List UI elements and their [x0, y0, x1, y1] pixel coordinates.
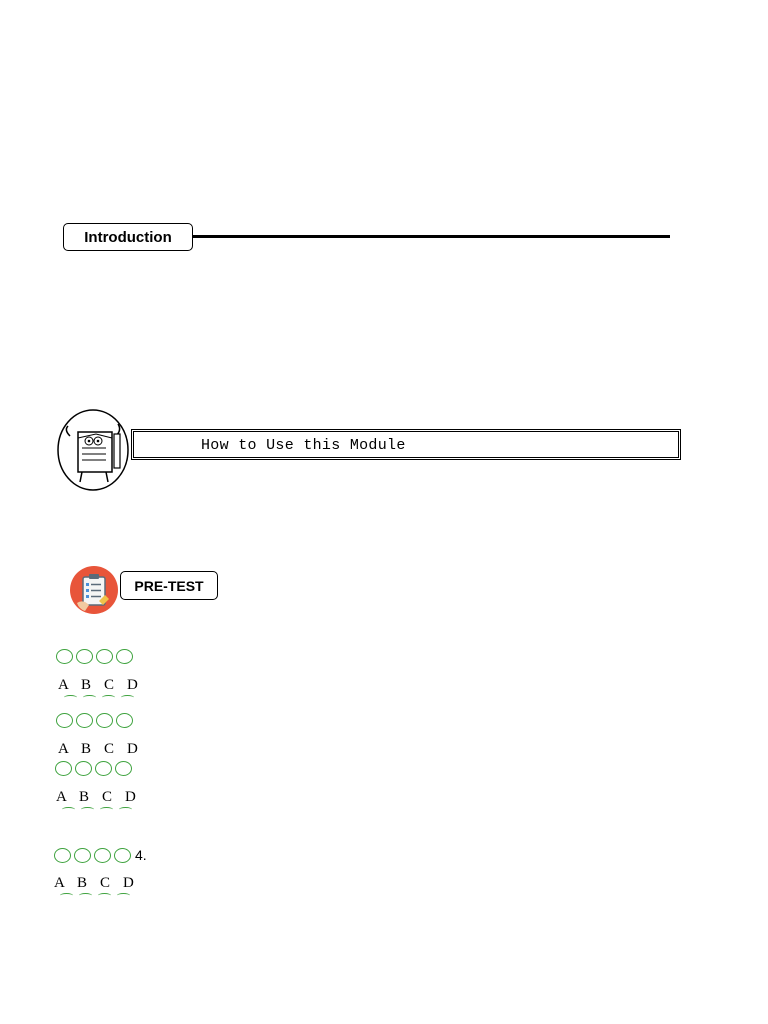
option-letter-d: D [125, 789, 136, 805]
option-letter-d: D [123, 875, 134, 891]
introduction-rule [192, 235, 670, 238]
answer-bubble-b[interactable] [76, 649, 93, 664]
clipboard-checklist-icon [69, 565, 119, 615]
option-letter-a: A [58, 741, 69, 757]
option-letters-q1 [58, 677, 150, 694]
answer-bubble-d[interactable] [114, 848, 131, 863]
answer-bubble-d[interactable] [115, 761, 132, 776]
option-letters-q4 [54, 875, 146, 892]
option-letter-b: B [81, 741, 92, 757]
bubble-edge [102, 695, 115, 700]
reading-mascot-icon [56, 408, 130, 492]
option-letters-q2 [58, 741, 150, 758]
how-to-use-heading [133, 431, 679, 458]
bubble-edge [100, 807, 113, 812]
option-letter-c: C [102, 789, 113, 805]
option-letter-c: C [104, 677, 115, 693]
answer-bubble-d[interactable] [116, 649, 133, 664]
answer-bubble-b[interactable] [75, 761, 92, 776]
pre-test-heading [120, 571, 218, 600]
answer-bubble-a[interactable] [54, 848, 71, 863]
answer-bubbles-q4 [54, 847, 147, 863]
answer-bubble-b[interactable] [76, 713, 93, 728]
answer-bubble-a[interactable] [56, 649, 73, 664]
answer-bubble-a[interactable] [55, 761, 72, 776]
bubble-edge [119, 807, 132, 812]
bubble-edge [60, 893, 73, 898]
introduction-heading [63, 223, 193, 251]
pre-test-label: PRE-TEST [134, 577, 204, 594]
bubble-edge-row [60, 893, 130, 898]
answer-bubble-a[interactable] [56, 713, 73, 728]
option-letter-a: A [58, 677, 69, 693]
answer-bubble-c[interactable] [96, 649, 113, 664]
answer-bubble-c[interactable] [96, 713, 113, 728]
how-to-use-label: How to Use this Module [201, 437, 406, 454]
option-letters-q3 [56, 789, 148, 806]
question-number: 4. [135, 847, 147, 863]
option-letter-a: A [56, 789, 67, 805]
option-letter-c: C [104, 741, 115, 757]
option-letter-d: D [127, 741, 138, 757]
bubble-edge [121, 695, 134, 700]
answer-bubbles-q2 [56, 713, 137, 728]
bubble-edge [81, 807, 94, 812]
answer-bubbles-q3 [55, 761, 136, 776]
answer-bubble-c[interactable] [94, 848, 111, 863]
bubble-edge [62, 807, 75, 812]
bubble-edge-row [64, 695, 134, 700]
bubble-edge [83, 695, 96, 700]
bubble-edge [117, 893, 130, 898]
bubble-edge [79, 893, 92, 898]
option-letter-b: B [81, 677, 92, 693]
answer-bubble-d[interactable] [116, 713, 133, 728]
option-letter-c: C [100, 875, 111, 891]
bubble-edge [98, 893, 111, 898]
answer-bubbles-q1 [56, 649, 137, 664]
option-letter-a: A [54, 875, 65, 891]
option-letter-d: D [127, 677, 138, 693]
option-letter-b: B [79, 789, 90, 805]
bubble-edge-row [62, 807, 132, 812]
bubble-edge [64, 695, 77, 700]
answer-bubble-c[interactable] [95, 761, 112, 776]
answer-bubble-b[interactable] [74, 848, 91, 863]
option-letter-b: B [77, 875, 88, 891]
introduction-label: Introduction [84, 228, 172, 246]
